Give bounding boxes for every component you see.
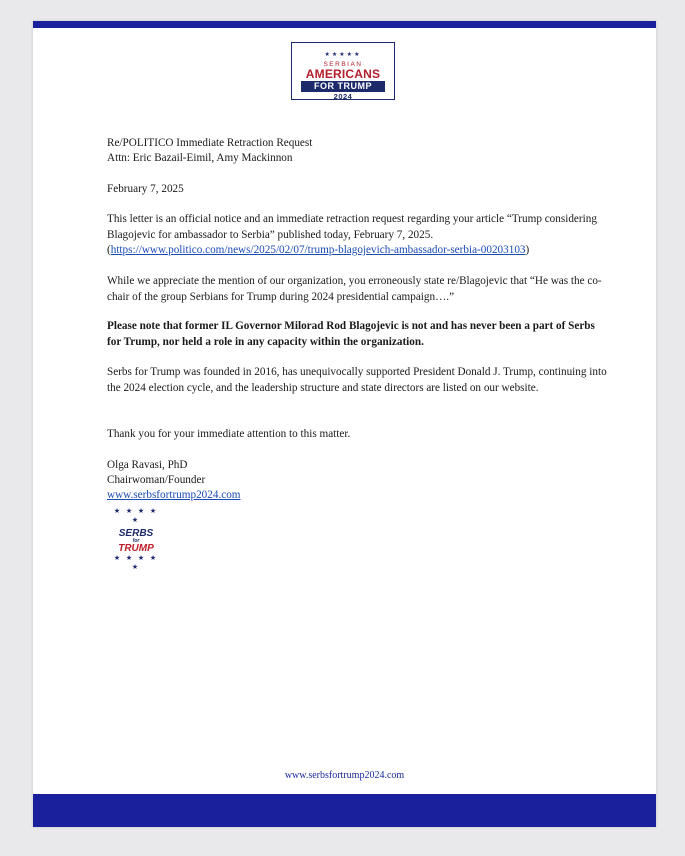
paragraph-intro-text: This letter is an official notice and an immediate retraction request regarding your article “Trump considering Blagojevic for ambassador to Serbia” published today, February 7, 2025. — [107, 213, 597, 241]
logo-line-year: 2024 — [333, 92, 353, 101]
signature-stars-top-icon: ★ ★ ★ ★ ★ — [113, 507, 159, 524]
paragraph-thanks: Thank you for your immediate attention to this matter. — [107, 428, 351, 440]
signature-title: Chairwoman/Founder — [107, 474, 206, 486]
signature-logo-trump: TRUMP — [118, 543, 154, 554]
letter-date: February 7, 2025 — [107, 183, 184, 195]
logo-line-for-trump: FOR TRUMP — [301, 81, 385, 92]
signature-logo-serbs: SERBS — [118, 528, 154, 539]
paragraph-history: Serbs for Trump was founded in 2016, has unequivocally supported President Donald J. Trump, continuing into the 2024 election cycle, and the leadership structure and state directors are listed on our website. — [107, 366, 607, 394]
paragraph-intro — [107, 212, 607, 259]
header-logo — [291, 42, 395, 100]
signature-website-link[interactable]: www.serbsfortrump2024.com — [107, 489, 241, 501]
signature-stars-bottom-icon: ★ ★ ★ ★ ★ — [113, 554, 159, 571]
logo-line-serbian: SERBIAN — [323, 61, 363, 68]
paren-open: ( — [107, 244, 111, 256]
logo-line-americans: AMERICANS — [305, 67, 381, 81]
signature-logo-for: for — [132, 538, 140, 544]
bottom-brand-bar — [33, 794, 656, 827]
paragraph-notice: Please note that former IL Governor Milorad Rod Blagojevic is not and has never been a part of Serbs for Trump, nor held a role in any capacity within the organization. — [107, 320, 595, 348]
footer-website[interactable]: www.serbsfortrump2024.com — [284, 770, 405, 781]
signature-logo — [111, 507, 161, 571]
top-brand-bar — [33, 21, 656, 28]
letter-page — [33, 21, 656, 827]
paragraph-mention: While we appreciate the mention of our organization, you erroneously state re/Blagojevic that “He was the co-chair of the group Serbians for Trump during 2024 presidential campaign….” — [107, 275, 602, 303]
article-link[interactable]: https://www.politico.com/news/2025/02/07/trump-blagojevich-ambassador-serbia-00203103 — [110, 244, 526, 256]
logo-stars-icon: ★★★★★ — [322, 51, 365, 59]
signature-url-line — [107, 488, 607, 504]
signature-name: Olga Ravasi, PhD — [107, 459, 188, 471]
paren-close: ) — [525, 244, 530, 256]
attn-line: Attn: Eric Bazail-Eimil, Amy Mackinnon — [107, 152, 293, 164]
re-line: Re/POLITICO Immediate Retraction Request — [107, 137, 313, 149]
